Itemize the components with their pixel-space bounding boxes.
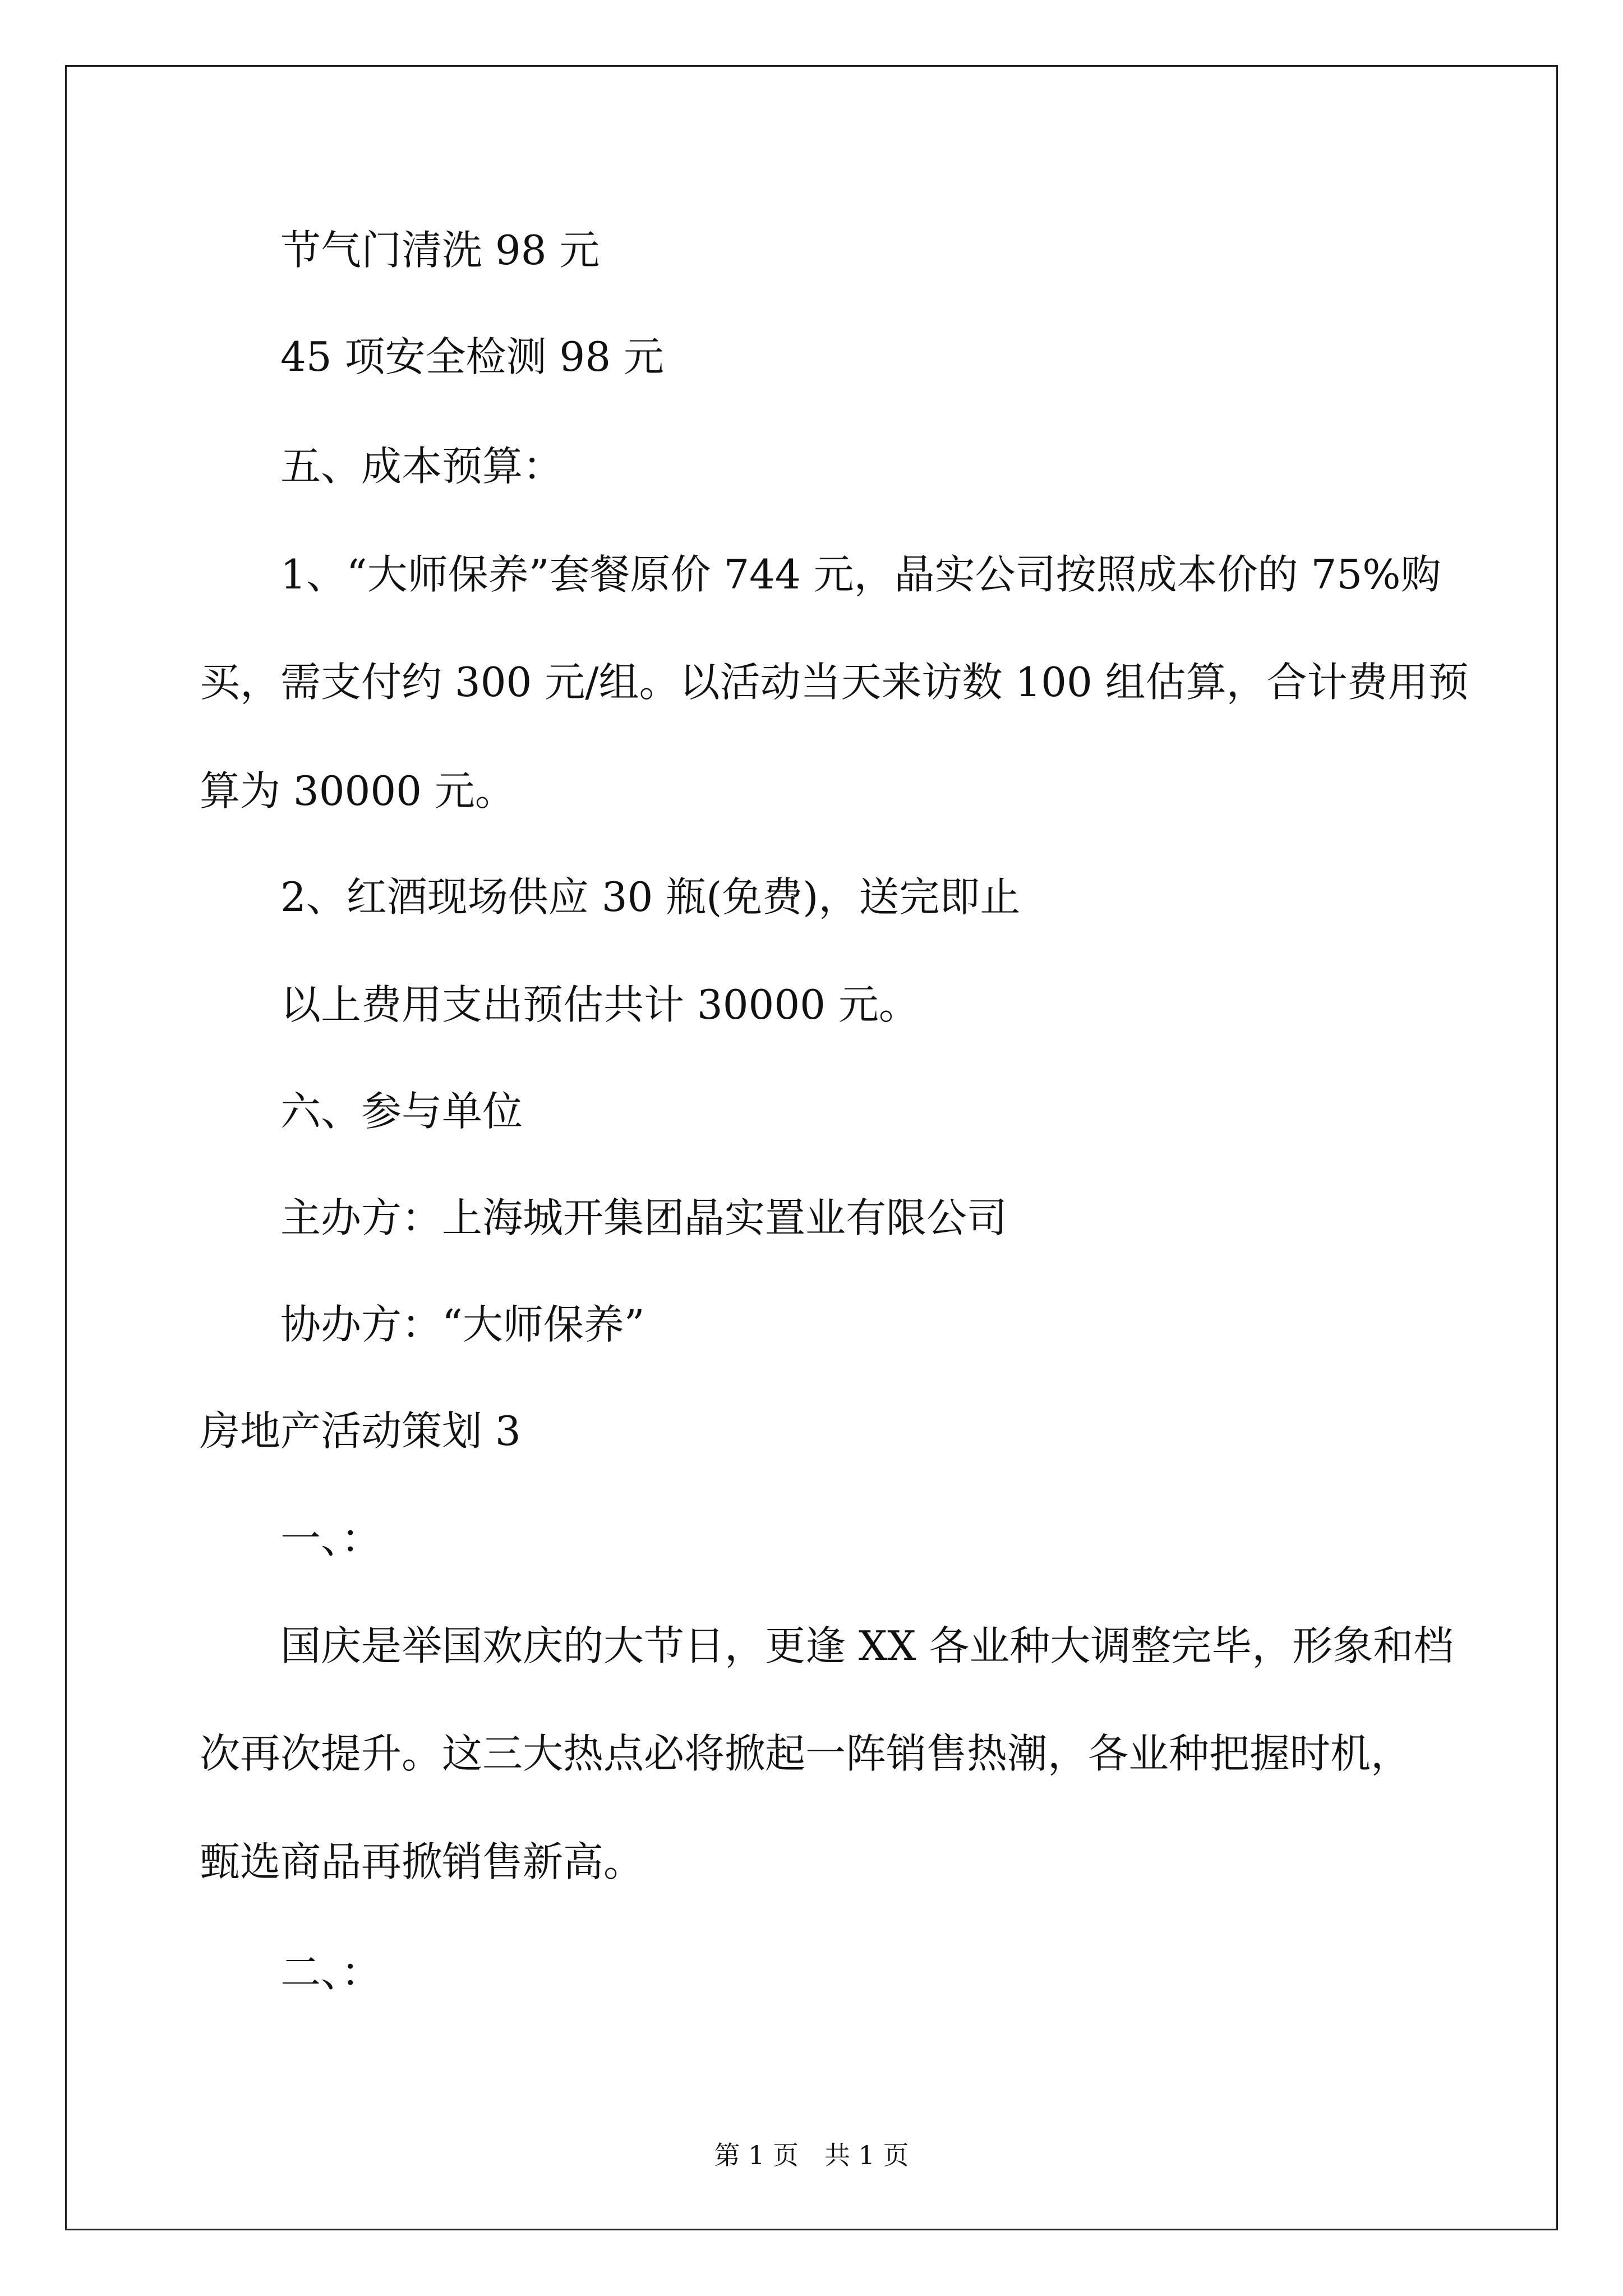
paragraph-line: 算为 30000 元。: [200, 767, 515, 815]
paragraph-line: 买，需支付约 300 元/组。以活动当天来访数 100 组估算，合计费用预: [200, 659, 1469, 706]
section-heading-one: 一、：: [280, 1515, 382, 1562]
text-line-throttle-cleaning: 节气门清洗 98 元: [280, 227, 600, 274]
section-heading-cost-budget: 五、成本预算：: [280, 443, 564, 490]
section-heading-participants: 六、参与单位: [280, 1088, 523, 1135]
page-border: [65, 65, 1558, 2230]
paragraph-line: 以上费用支出预估共计 30000 元。: [280, 981, 919, 1028]
text-line-safety-check: 45 项安全检测 98 元: [280, 333, 664, 380]
paragraph-line: 甄选商品再掀销售新高。: [200, 1838, 644, 1885]
page-footer: 第 1 页 共 1 页: [714, 2140, 909, 2170]
paragraph-line: 国庆是举国欢庆的大节日，更逢 XX 各业种大调整完毕，形象和档: [280, 1622, 1454, 1669]
paragraph-line: 协办方：“大师保养”: [280, 1301, 645, 1348]
paragraph-line: 1、“大师保养”套餐原价 744 元，晶实公司按照成本价的 75%购: [280, 551, 1441, 598]
section-heading-two: 二、：: [280, 1949, 382, 1996]
paragraph-line: 2、红酒现场供应 30 瓶(免费)，送完即止: [280, 873, 1021, 921]
paragraph-line: 次再次提升。这三大热点必将掀起一阵销售热潮，各业种把握时机，: [200, 1730, 1412, 1777]
paragraph-line: 主办方：上海城开集团晶实置业有限公司: [280, 1194, 1008, 1241]
document-title: 房地产活动策划 3: [200, 1407, 521, 1455]
